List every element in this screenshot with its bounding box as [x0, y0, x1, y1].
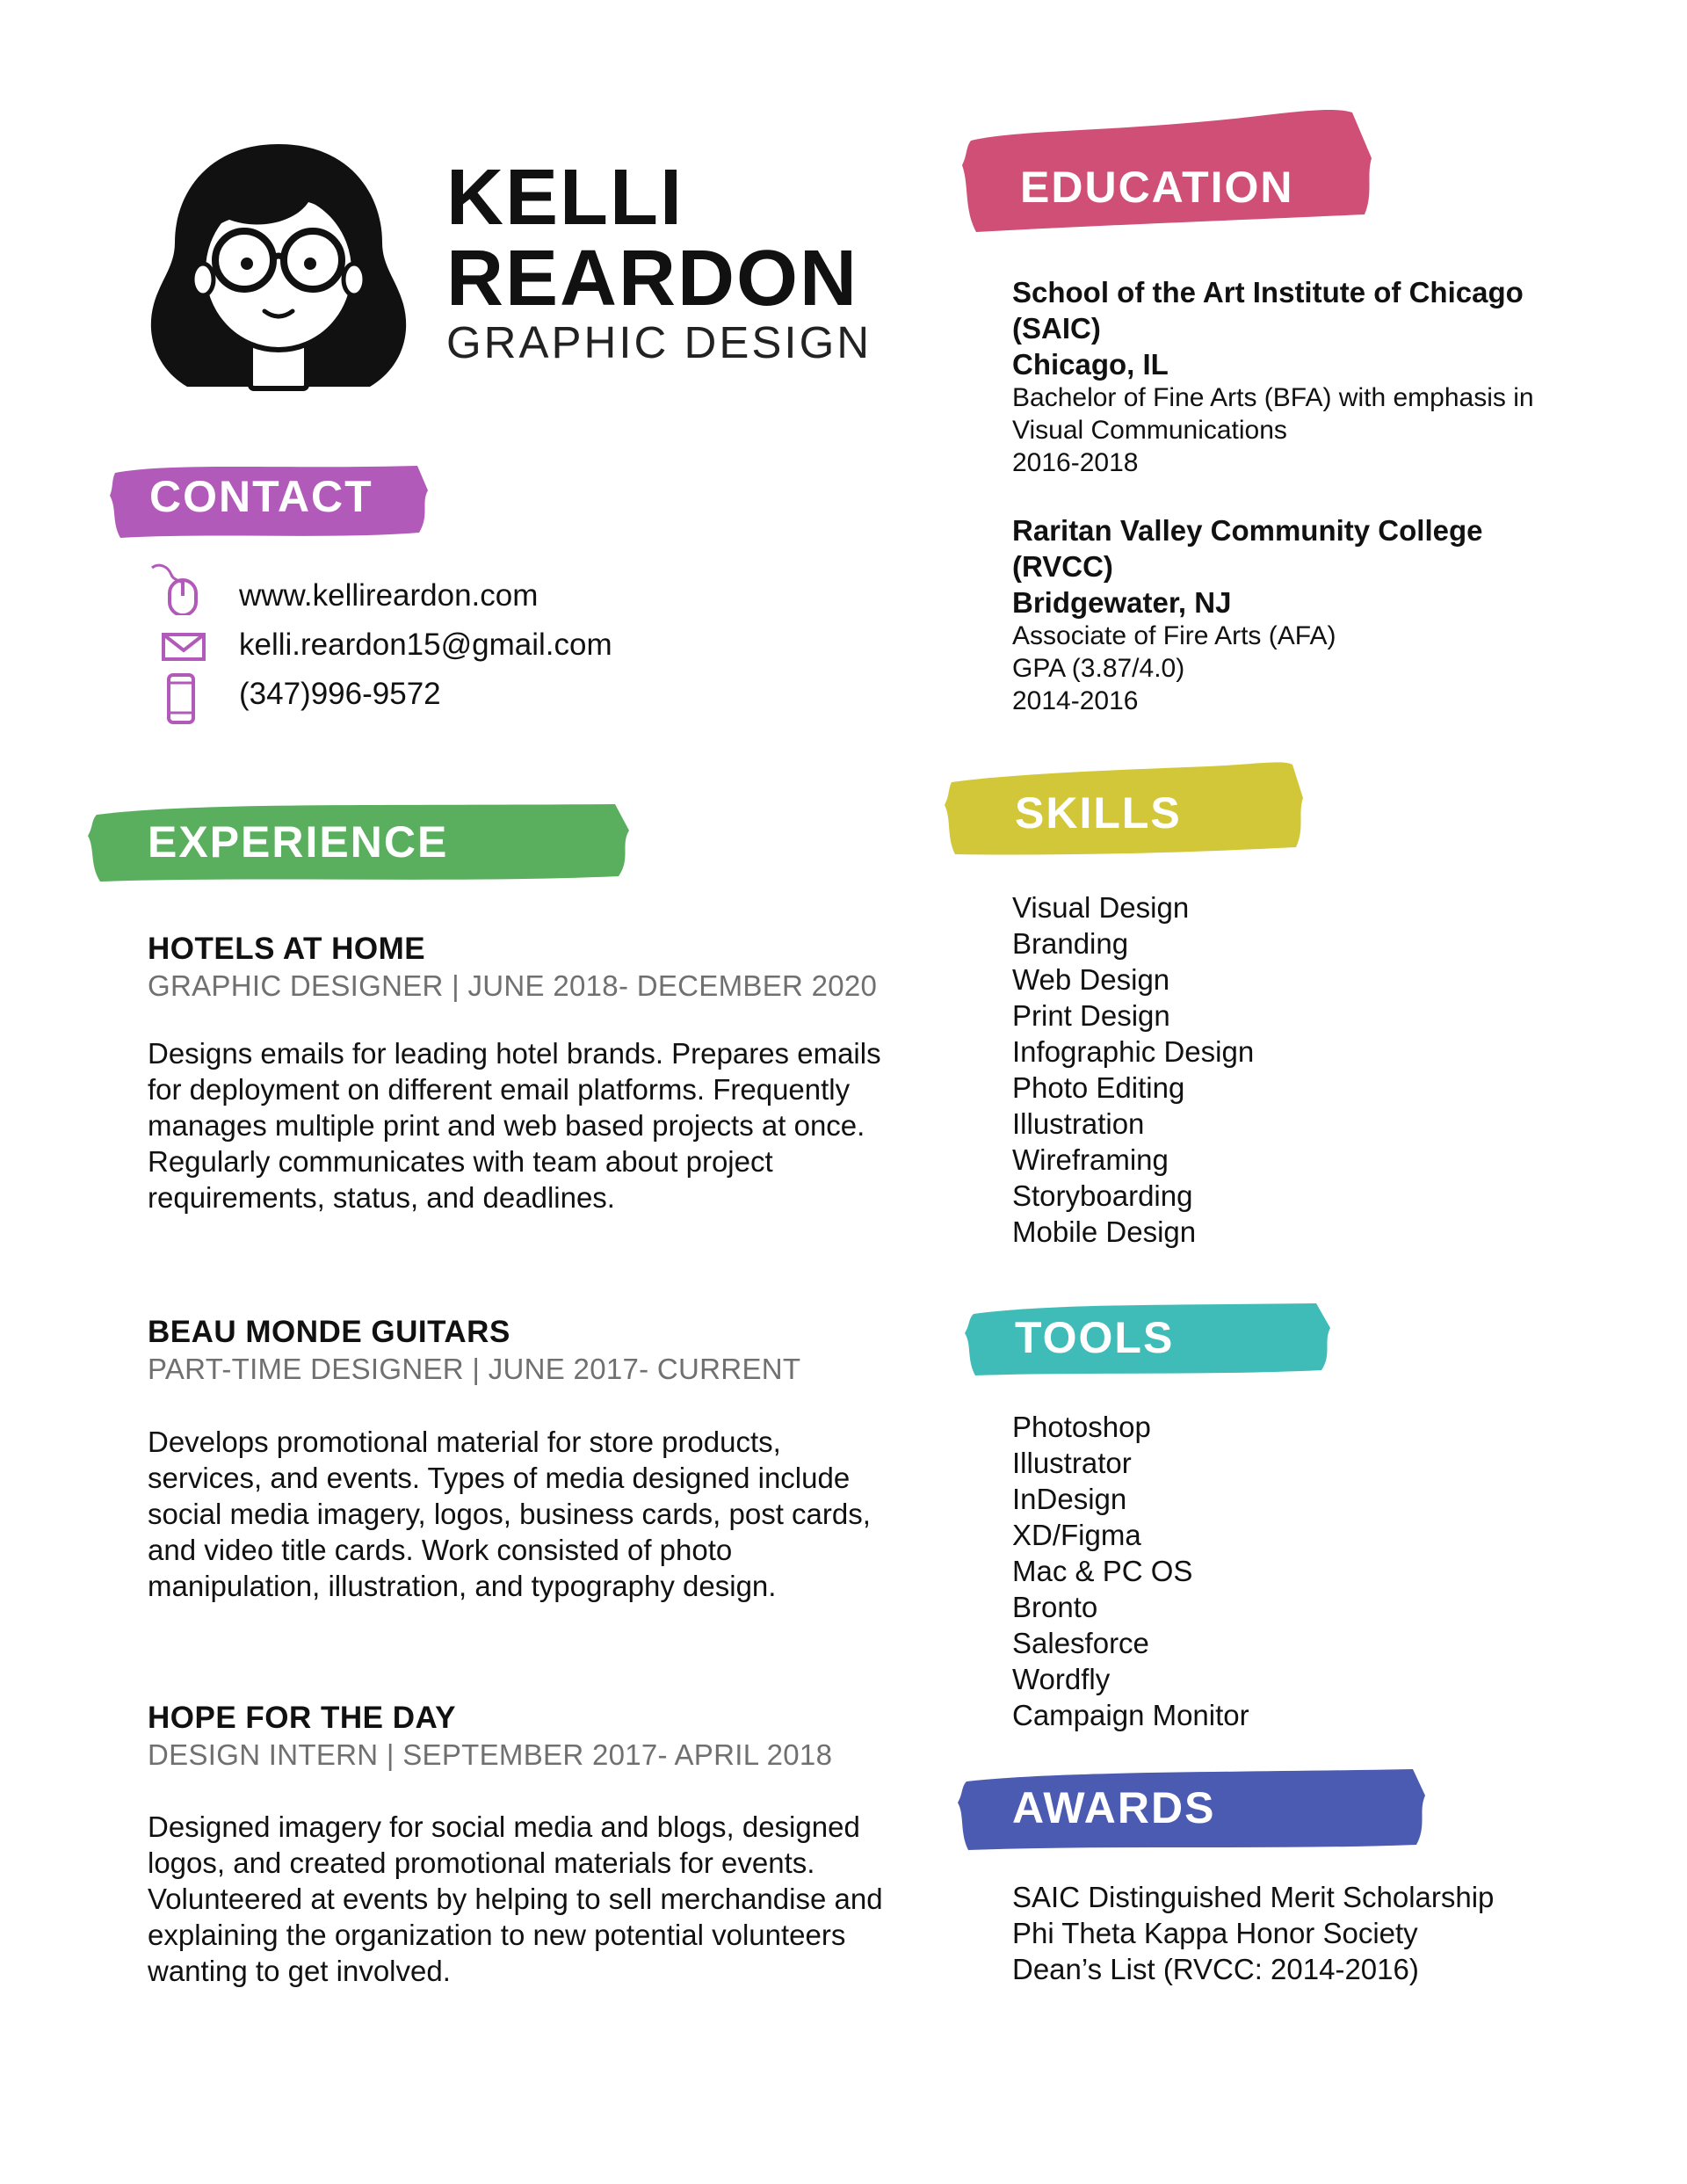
skills-list [1012, 889, 1254, 1250]
education-years: 2016-2018 [1012, 448, 1139, 477]
list-item: Mac & PC OS [1012, 1555, 1193, 1587]
education-gpa: GPA (3.87/4.0) [1012, 654, 1185, 683]
job-description: Develops promotional material for store products, services, and events. Types of media designed include social media imagery, logos, business cards, post cards, and video title cards. Work consisted of photo manipulation, illustration, and typography design. [148, 1426, 871, 1602]
list-item: Print Design [1012, 999, 1170, 1032]
contact-email[interactable]: kelli.reardon15@gmail.com [239, 628, 612, 662]
education-degree: Bachelor of Fine Arts (BFA) with emphasis in Visual Communications [1012, 383, 1534, 445]
list-item: Mobile Design [1012, 1215, 1197, 1248]
list-item: Phi Theta Kappa Honor Society [1012, 1917, 1418, 1949]
list-item: Photo Editing [1012, 1071, 1185, 1104]
list-item: Campaign Monitor [1012, 1699, 1249, 1731]
list-item: Wordfly [1012, 1663, 1111, 1695]
mouse-icon [145, 562, 203, 615]
job-company: HOPE FOR THE DAY [148, 1701, 456, 1735]
awards-header [958, 1762, 1428, 1855]
education-title: EDUCATION [1020, 163, 1294, 212]
phone-icon [166, 672, 196, 725]
list-item: Branding [1012, 927, 1129, 960]
list-item: Infographic Design [1012, 1035, 1255, 1068]
job-meta: GRAPHIC DESIGNER | JUNE 2018- DECEMBER 2020 [148, 969, 878, 1002]
contact-phone[interactable]: (347)996-9572 [239, 677, 441, 711]
education-location: Bridgewater, NJ [1012, 586, 1232, 619]
experience-header [88, 795, 633, 889]
list-item: Storyboarding [1012, 1179, 1193, 1212]
education-header [962, 105, 1375, 237]
education-school: Raritan Valley Community College (RVCC) [1012, 514, 1483, 583]
education-years: 2014-2016 [1012, 686, 1139, 715]
awards-title: AWARDS [1012, 1783, 1216, 1832]
job-description: Designs emails for leading hotel brands. Prepares emails for deployment on different email platforms. Frequently manages multiple print and web based projects at once. Regularly communicates with team about project requirements, status, and deadlines. [148, 1037, 881, 1214]
contact-website[interactable]: www.kellireardon.com [239, 578, 539, 613]
list-item: InDesign [1012, 1483, 1127, 1515]
list-item: Wireframing [1012, 1143, 1169, 1176]
avatar-illustration [145, 139, 413, 394]
experience-title: EXPERIENCE [148, 817, 449, 867]
job-description: Designed imagery for social media and blogs, designed logos, and created promotional materials for events. Volunteered at events by helping to sell merchandise and explaining the organization to new potential volunteers wanting to get involved. [148, 1810, 883, 1987]
tools-list [1012, 1409, 1249, 1733]
job-meta: DESIGN INTERN | SEPTEMBER 2017- APRIL 2018 [148, 1738, 833, 1771]
list-item: Salesforce [1012, 1627, 1149, 1659]
job-company: HOTELS AT HOME [148, 932, 426, 966]
list-item: Photoshop [1012, 1411, 1151, 1443]
avatar [145, 139, 413, 394]
contact-title: CONTACT [149, 472, 373, 521]
job-meta: PART-TIME DESIGNER | JUNE 2017- CURRENT [148, 1353, 801, 1385]
list-item: Dean’s List (RVCC: 2014-2016) [1012, 1953, 1419, 1985]
tools-title: TOOLS [1015, 1313, 1175, 1362]
envelope-icon [161, 631, 206, 663]
education-degree: Associate of Fire Arts (AFA) [1012, 621, 1336, 650]
skills-header [945, 756, 1305, 867]
list-item: SAIC Distinguished Merit Scholarship [1012, 1881, 1495, 1913]
list-item: Web Design [1012, 963, 1170, 996]
list-item: Illustration [1012, 1107, 1145, 1140]
list-item: Visual Design [1012, 891, 1190, 924]
contact-header [110, 457, 431, 545]
role-title: GRAPHIC DESIGN [446, 317, 872, 367]
list-item: Illustrator [1012, 1447, 1132, 1479]
tools-header [965, 1296, 1334, 1381]
last-name: REARDON [446, 235, 859, 323]
list-item: XD/Figma [1012, 1519, 1141, 1551]
education-school: School of the Art Institute of Chicago (SAIC) [1012, 276, 1524, 345]
skills-title: SKILLS [1015, 788, 1182, 838]
first-name: KELLI [446, 154, 684, 242]
education-location: Chicago, IL [1012, 348, 1169, 381]
awards-list [1012, 1879, 1494, 1987]
job-company: BEAU MONDE GUITARS [148, 1315, 510, 1349]
list-item: Bronto [1012, 1591, 1098, 1623]
